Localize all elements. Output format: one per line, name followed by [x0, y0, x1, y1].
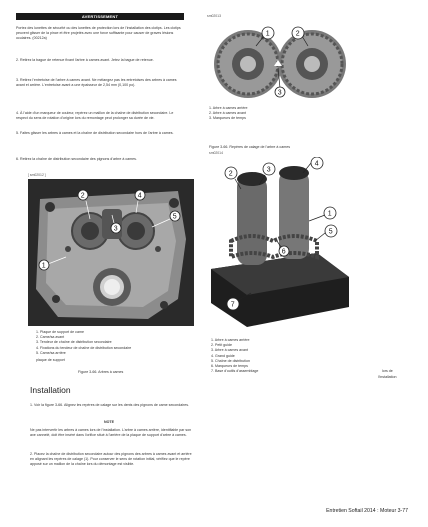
legend-item: 1. Arbre à cames arrière	[211, 338, 250, 342]
legend-item: 4. Fixations du tendeur de chaîne de distribution secondaire	[36, 345, 132, 350]
assembly-tool-photo	[207, 157, 353, 333]
svg-text:1: 1	[327, 210, 332, 218]
svg-text:2: 2	[80, 192, 85, 200]
install-step-2: 2. Placez la chaîne de distribution secondaire autour des pignons des arbres à cames avant et arrière en alignant les repères de calage (1). Pour conserver le sens de rotation initial, vérifiez que le repère apposé sur un maillon de la chaîne lors du démontage est visible.	[30, 452, 192, 467]
step-6: 6. Retirez la chaîne de distribution secondaire des pignons d'arbre à cames.	[16, 157, 137, 161]
legend-item: 7. Base d'outils d'assemblage	[211, 369, 259, 374]
section-title-installation: Installation	[30, 385, 71, 395]
legend-item: 1. Arbre à cames arrière	[209, 106, 248, 110]
svg-text:3: 3	[266, 166, 271, 174]
page-footer: Entretien Softail 2014 : Moteur 3-77	[326, 508, 408, 514]
step-2: 2. Retirez la bague de retenue fixant l'arbre à cames avant. Jetez la bague de retenue.	[16, 58, 154, 62]
legend-item: 1. Plaque de support de came	[36, 330, 84, 334]
legend-extra-1: lors de	[382, 369, 393, 373]
figure-code-left: [ sm02012 ]	[28, 173, 46, 177]
sprockets-photo	[206, 20, 354, 102]
left-figure-caption: Figure 3-66. Arbres à cames	[78, 370, 124, 374]
svg-text:1: 1	[41, 262, 46, 270]
svg-text:1: 1	[265, 30, 270, 38]
step-3: 3. Retirez l'entretoise de l'arbre à cames avant. Ne mélangez pas les entretoises des arbres à cames avant et arrière. L'entretoise avant a une épaisseur de 2,54 mm (0,100 po).	[16, 78, 177, 88]
svg-text:2: 2	[295, 30, 300, 38]
legend-item: 3. Marqueurs de temps	[209, 116, 246, 121]
figure-code-mid: sm02014	[209, 151, 223, 155]
camshaft-plate-photo	[28, 179, 194, 326]
legend-item: 5. Came/sa arrière	[36, 350, 66, 355]
legend-item: 3. Tendeur de chaîne de distribution secondaire	[36, 340, 112, 345]
left-figure-legend	[36, 330, 186, 363]
svg-text:2: 2	[228, 170, 233, 178]
legend-item: 2. Arbre à cames avant	[209, 111, 246, 116]
figure-code-top: sm02013	[207, 14, 221, 18]
legend-item: 6. Marqueurs de temps	[211, 364, 248, 369]
legend-item: 2. Came/sa avant	[36, 335, 65, 340]
legend-item: 2. Petit guide	[211, 343, 232, 348]
svg-text:4: 4	[314, 160, 319, 168]
step-4: 4. À l'aide d'un marqueur de couleur, repérez un maillon de la chaîne de distribution secondaire. Le respect du sens de rotation d'origine lors du remontage peut prolonger sa durée de vie.	[16, 111, 174, 121]
legend-item: 4. Grand guide	[211, 353, 235, 358]
svg-text:4: 4	[137, 192, 142, 200]
install-step-1: 1. Voir la figure 3-66. Alignez les repères de calage sur les dents des pignons de came secondaires.	[30, 403, 190, 407]
svg-text:5: 5	[328, 228, 333, 236]
legend-item: 5. Chaîne de distribution	[211, 358, 250, 363]
note-text: Ne pas intervertir les arbres à cames lors de l'installation. L'arbre à cames arrière, identifiable par son axe cannelé, doit être inséré dans l'orifice situé à l'arrière de la plaque de support d'arbre à cames.	[30, 428, 192, 438]
legend-item: plaque de support	[36, 358, 65, 363]
legend-extra-2: l'installation	[378, 375, 397, 379]
mid-right-caption: Figure 3-66. Repères de calage de l'arbre à cames	[209, 145, 290, 149]
svg-text:3: 3	[113, 225, 118, 233]
legend-item: 3. Arbre à cames avant	[211, 348, 248, 353]
warning-text: Portez des lunettes de sécurité ou des lunettes de protection lors de l'installation des clotips. Les clotips peuvent glisser de la pince et être projetés avec une force suffisante pour causer de graves lésions oculaires. (00212a)	[16, 26, 181, 41]
top-right-legend	[209, 106, 349, 122]
note-title: NOTE	[104, 420, 114, 424]
warning-banner: AVERTISSEMENT	[16, 13, 184, 20]
svg-text:7: 7	[230, 301, 235, 309]
svg-text:3: 3	[277, 89, 282, 97]
bottom-right-legend	[211, 338, 351, 374]
svg-text:6: 6	[281, 248, 286, 256]
step-5: 5. Faites glisser les arbres à cames et la chaîne de distribution secondaire hors de l'arbre à cames.	[16, 131, 174, 135]
svg-text:5: 5	[172, 213, 177, 221]
